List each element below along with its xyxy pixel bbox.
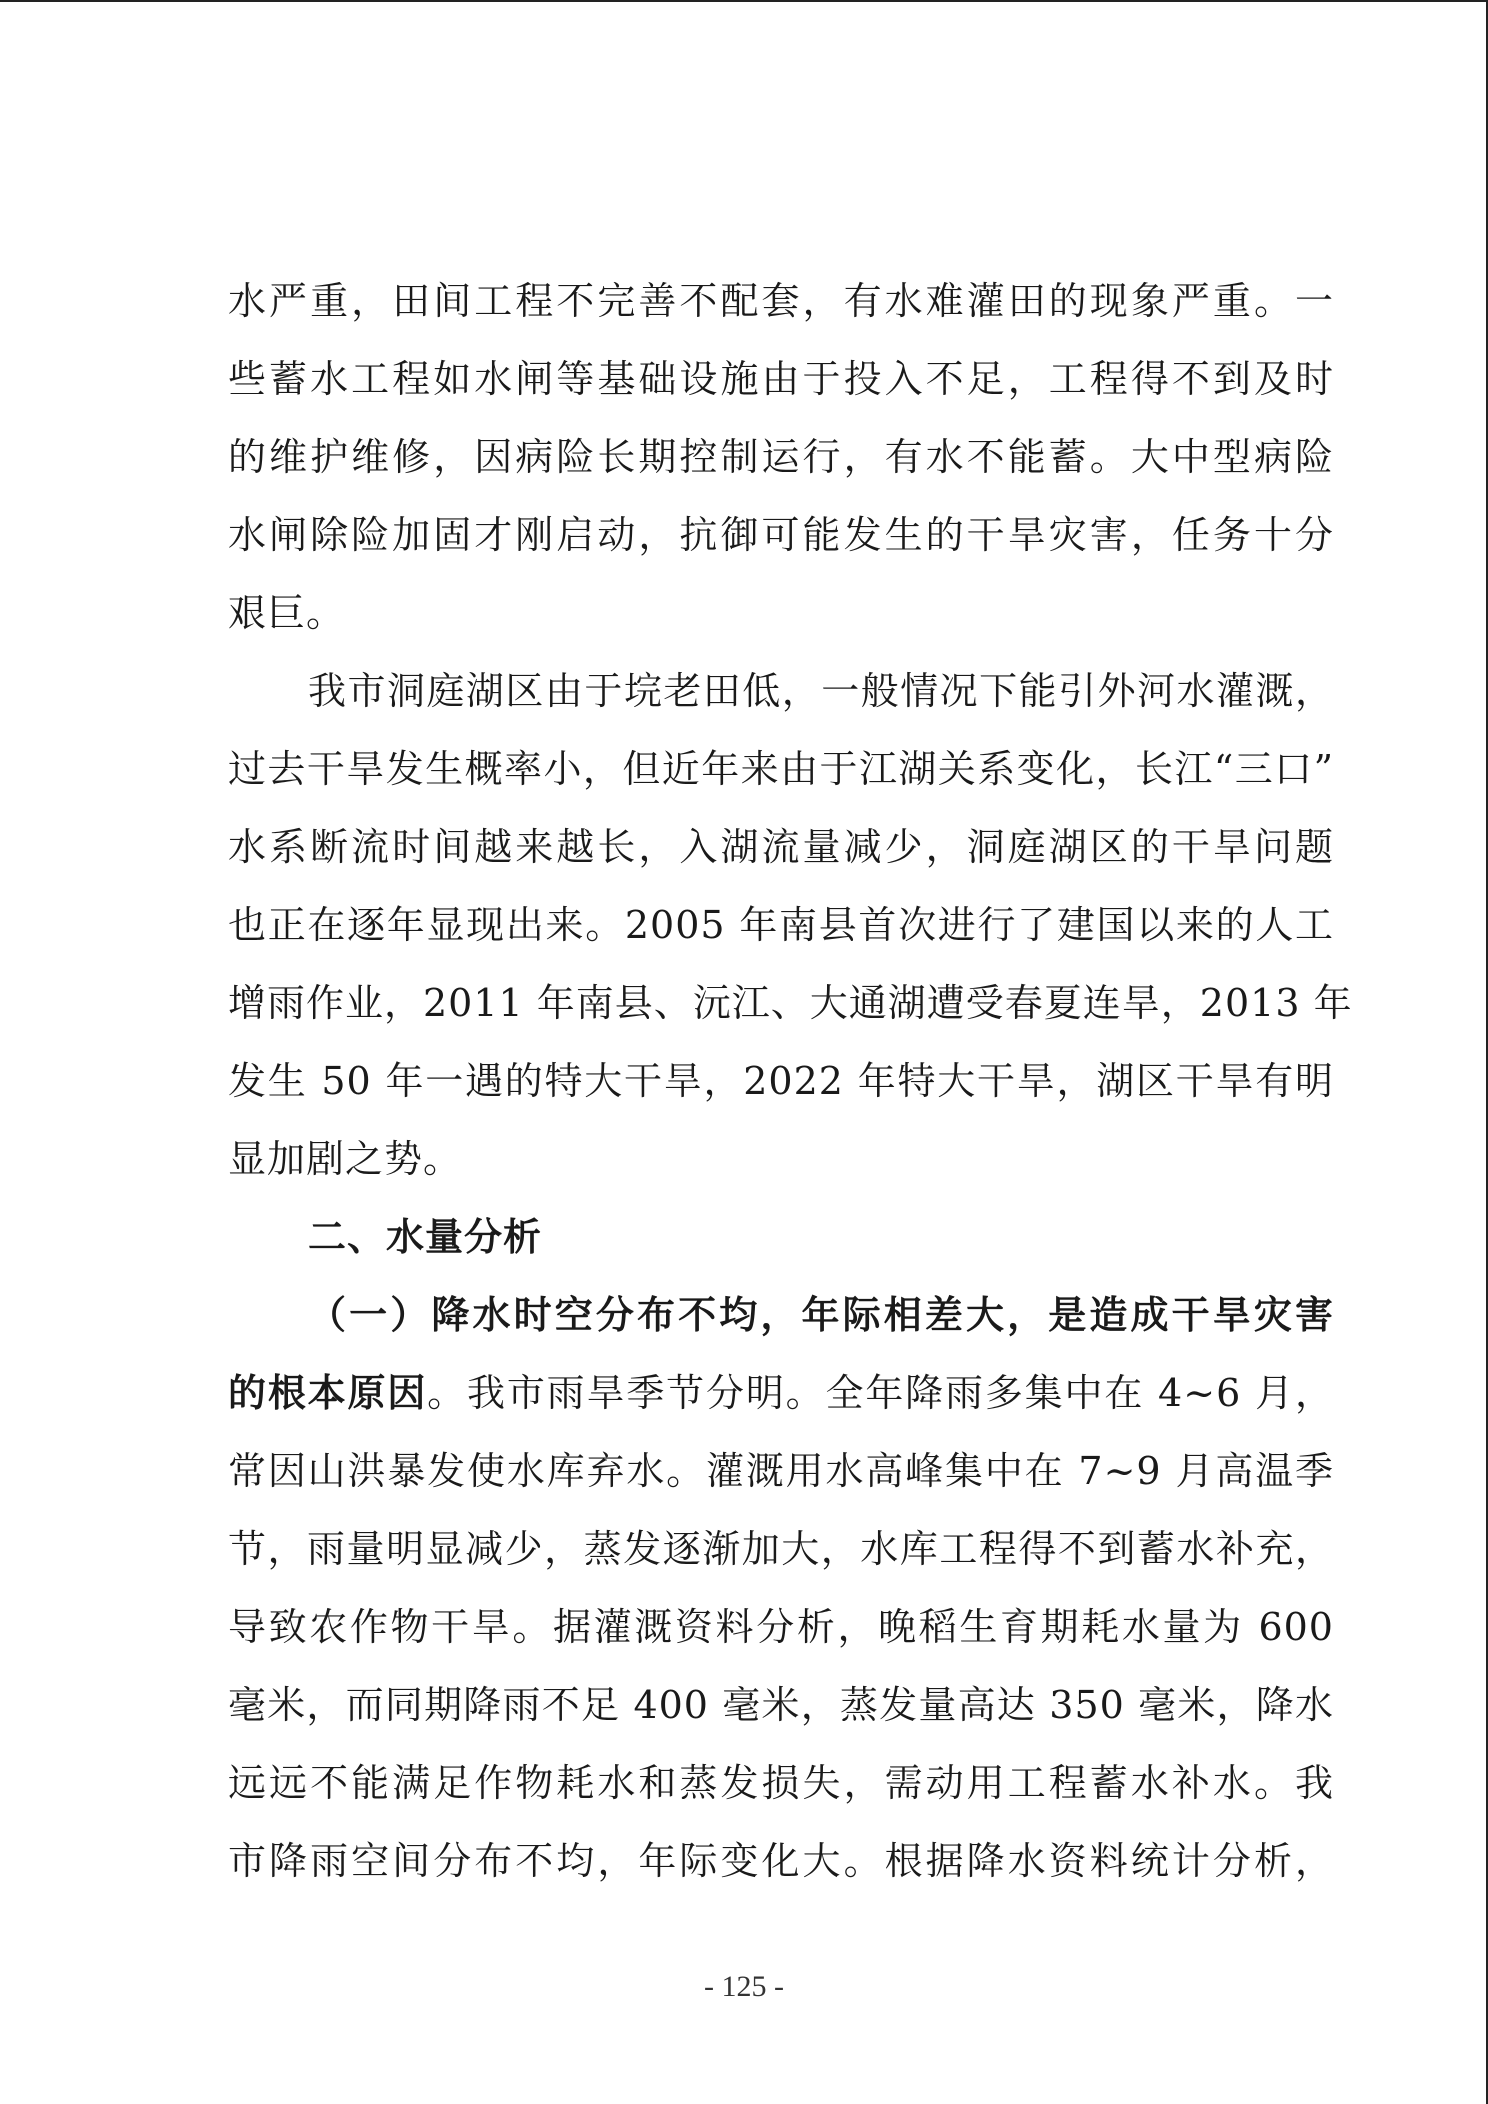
paragraph-3-line-7: 远远不能满足作物耗水和蒸发损失，需动用工程蓄水补水。我 — [228, 1761, 1334, 1805]
paragraph-2-line-7: 显加剧之势。 — [228, 1137, 463, 1181]
paragraph-3-line-2 — [228, 1354, 1334, 1432]
section-heading: 二、水量分析 — [308, 1215, 543, 1259]
paragraph-1-line-2: 些蓄水工程如水闸等基础设施由于投入不足，工程得不到及时 — [228, 357, 1334, 401]
paragraph-2-line-2: 过去干旱发生概率小，但近年来由于江湖关系变化，长江“三口” — [228, 747, 1334, 791]
paragraph-1-line-3: 的维护维修，因病险长期控制运行，有水不能蓄。大中型病险 — [228, 435, 1334, 479]
paragraph-1-line-4: 水闸除险加固才刚启动，抗御可能发生的干旱灾害，任务十分 — [228, 513, 1334, 557]
paragraph-3-line-1: （一）降水时空分布不均，年际相差大，是造成干旱灾害 — [308, 1292, 1334, 1337]
document-body — [228, 262, 1353, 1900]
paragraph-2-line-3: 水系断流时间越来越长，入湖流量减少，洞庭湖区的干旱问题 — [228, 825, 1334, 869]
paragraph-3-line-2-rest: 。我市雨旱季节分明。全年降雨多集中在 4~6 月， — [427, 1371, 1334, 1415]
paragraph-2-line-5: 增雨作业，2011 年南县、沅江、大通湖遭受春夏连旱，2013 年 — [228, 981, 1353, 1025]
paragraph-2-line-6: 发生 50 年一遇的特大干旱，2022 年特大干旱，湖区干旱有明 — [228, 1059, 1334, 1103]
page-number: - 125 - — [704, 1970, 784, 2003]
paragraph-3-line-5: 导致农作物干旱。据灌溉资料分析，晚稻生育期耗水量为 600 — [228, 1605, 1334, 1649]
paragraph-1-line-5: 艰巨。 — [228, 591, 346, 635]
paragraph-3-line-8: 市降雨空间分布不均，年际变化大。根据降水资料统计分析， — [228, 1839, 1334, 1883]
paragraph-3-line-4: 节，雨量明显减少，蒸发逐渐加大，水库工程得不到蓄水补充， — [228, 1527, 1334, 1571]
paragraph-3-line-6: 毫米，而同期降雨不足 400 毫米，蒸发量高达 350 毫米，降水 — [228, 1683, 1334, 1727]
paragraph-3-line-3: 常因山洪暴发使水库弃水。灌溉用水高峰集中在 7~9 月高温季 — [228, 1449, 1334, 1493]
paragraph-1-line-1: 水严重，田间工程不完善不配套，有水难灌田的现象严重。一 — [228, 279, 1334, 323]
paragraph-2-line-1: 我市洞庭湖区由于垸老田低，一般情况下能引外河水灌溉， — [308, 669, 1334, 713]
paragraph-2-line-4: 也正在逐年显现出来。2005 年南县首次进行了建国以来的人工 — [228, 903, 1334, 947]
paragraph-3-bold-lead-end: 的根本原因 — [228, 1370, 428, 1415]
